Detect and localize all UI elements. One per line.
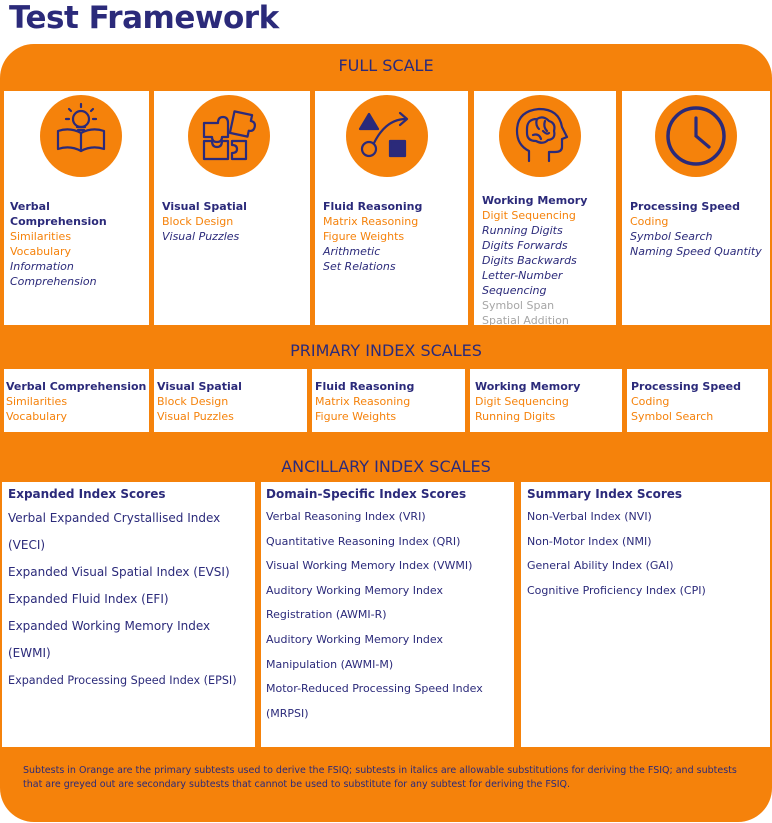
subtest-primary: Digit Sequencing xyxy=(482,209,576,222)
card-title: Fluid Reasoning xyxy=(323,200,423,213)
subtest-primary: Coding xyxy=(631,395,670,408)
index-score-item: Verbal Reasoning Index (VRI) xyxy=(266,510,426,523)
subtest-secondary: Spatial Addition xyxy=(482,314,569,325)
full-scale-card-verbal-comprehension xyxy=(4,91,149,325)
primary-index-card-fluid-reasoning xyxy=(312,369,465,432)
legend-footnote: Subtests in Orange are the primary subtests used to derive the FSIQ; subtests in italics are allowable substitutions for deriving the FSIQ; and subtests that are greyed out are secondary subtests that cannot be used to substitute for any subtest for deriving the FSIQ. xyxy=(23,765,737,790)
subtest-substitute: Running Digits xyxy=(482,224,563,237)
primary-index-card-verbal-comprehension xyxy=(4,369,149,432)
subtest-primary: Visual Puzzles xyxy=(157,410,234,423)
subtest-primary: Figure Weights xyxy=(315,410,397,423)
full-scale-card-visual-spatial xyxy=(154,91,310,325)
index-score-item: Cognitive Proficiency Index (CPI) xyxy=(527,583,706,597)
subtest-substitute: Letter-Number Sequencing xyxy=(482,269,563,297)
subtest-primary: Matrix Reasoning xyxy=(323,215,419,228)
column-title: Domain-Specific Index Scores xyxy=(266,487,467,501)
full-scale-card-text xyxy=(162,199,310,244)
card-title: Processing Speed xyxy=(631,380,742,393)
ancillary-index-heading: ANCILLARY INDEX SCALES xyxy=(281,457,491,476)
full-scale-card-text xyxy=(323,199,468,274)
clock-icon xyxy=(655,95,737,177)
index-score-item: Quantitative Reasoning Index (QRI) xyxy=(266,534,461,548)
card-title: Working Memory xyxy=(475,380,581,393)
subtest-primary: Digit Sequencing xyxy=(475,395,569,408)
primary-index-heading: PRIMARY INDEX SCALES xyxy=(290,341,482,360)
index-score-item: Expanded Fluid Index (EFI) xyxy=(8,592,169,606)
subtest-primary: Vocabulary xyxy=(6,410,67,423)
subtest-substitute: Comprehension xyxy=(10,275,97,288)
puzzle-icon xyxy=(188,95,270,177)
ancillary-column-domain-specific xyxy=(261,482,514,747)
subtest-primary: Matrix Reasoning xyxy=(315,395,411,408)
subtest-substitute: Symbol Search xyxy=(630,230,713,243)
subtest-substitute: Digits Forwards xyxy=(482,239,568,252)
subtest-substitute: Set Relations xyxy=(323,260,396,273)
page-title: Test Framework xyxy=(9,0,279,36)
subtest-primary: Vocabulary xyxy=(10,245,71,258)
full-scale-card-text xyxy=(482,193,616,325)
subtest-substitute: Visual Puzzles xyxy=(162,230,240,243)
subtest-primary: Block Design xyxy=(157,395,229,408)
subtest-substitute: Arithmetic xyxy=(323,245,381,258)
subtest-primary: Figure Weights xyxy=(323,230,405,243)
subtest-substitute: Information xyxy=(10,260,74,273)
card-title: Verbal Comprehension xyxy=(10,200,107,228)
card-title: Verbal Comprehension xyxy=(6,380,147,393)
subtest-primary: Similarities xyxy=(10,230,72,243)
subtest-substitute: Digits Backwards xyxy=(482,254,577,267)
subtest-secondary: Symbol Span xyxy=(482,299,555,312)
subtest-primary: Block Design xyxy=(162,215,234,228)
ancillary-column-summary-index xyxy=(521,482,770,747)
index-score-item: General Ability Index (GAI) xyxy=(527,559,674,573)
primary-index-card-working-memory xyxy=(470,369,622,432)
card-title: Fluid Reasoning xyxy=(315,380,415,393)
full-scale-card-processing-speed xyxy=(622,91,770,325)
card-title: Processing Speed xyxy=(630,200,741,213)
column-title: Expanded Index Scores xyxy=(8,487,166,501)
index-score-item: Motor-Reduced Processing Speed Index (MRPSI) xyxy=(266,682,483,720)
full-scale-heading: FULL SCALE xyxy=(338,56,434,75)
full-scale-card-text xyxy=(630,199,770,259)
index-score-item: Expanded Visual Spatial Index (EVSI) xyxy=(8,565,230,579)
column-title: Summary Index Scores xyxy=(527,487,683,501)
subtest-primary: Symbol Search xyxy=(631,410,714,423)
framework-panel xyxy=(0,44,772,822)
index-score-item: Visual Working Memory Index (VWMI) xyxy=(266,559,473,573)
index-score-item: Auditory Working Memory Index Manipulation (AWMI-M) xyxy=(266,632,443,671)
subtest-primary: Coding xyxy=(630,215,669,228)
primary-index-card-visual-spatial xyxy=(154,369,307,432)
index-score-item: Auditory Working Memory Index Registration (AWMI-R) xyxy=(266,583,443,622)
index-score-item: Expanded Working Memory Index (EWMI) xyxy=(8,619,211,660)
index-score-item: Non-Motor Index (NMI) xyxy=(527,534,652,548)
index-score-item: Non-Verbal Index (NVI) xyxy=(527,510,652,523)
subtest-substitute: Naming Speed Quantity xyxy=(630,245,762,258)
primary-index-card-processing-speed xyxy=(627,369,768,432)
full-scale-card-text xyxy=(10,199,149,289)
brain-head-icon xyxy=(499,95,581,177)
index-score-item: Verbal Expanded Crystallised Index (VECI) xyxy=(8,511,221,552)
card-title: Visual Spatial xyxy=(157,380,242,393)
subtest-primary: Similarities xyxy=(6,395,68,408)
index-score-item: Expanded Processing Speed Index (EPSI) xyxy=(8,674,237,687)
full-scale-card-fluid-reasoning xyxy=(315,91,468,325)
subtest-primary: Running Digits xyxy=(475,410,556,423)
full-scale-card-working-memory xyxy=(474,91,616,325)
shapes-icon xyxy=(346,95,428,177)
book-lightbulb-icon xyxy=(40,95,122,177)
ancillary-column-expanded-index xyxy=(2,482,255,747)
card-title: Working Memory xyxy=(482,194,588,207)
card-title: Visual Spatial xyxy=(162,200,247,213)
